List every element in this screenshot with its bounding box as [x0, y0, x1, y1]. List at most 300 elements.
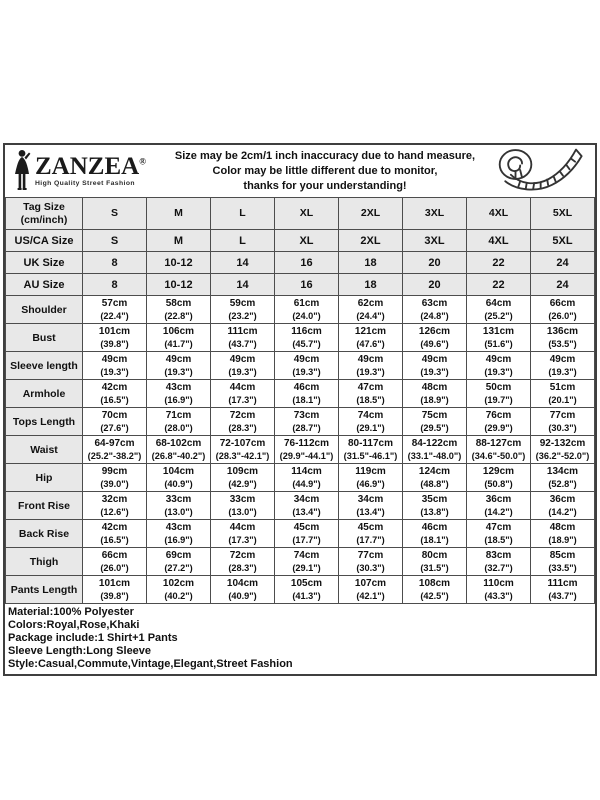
- value-cm: 83cm: [485, 550, 512, 561]
- value-inch: (18.5"): [484, 535, 513, 545]
- table-cell: [275, 520, 339, 548]
- table-cell: 14: [211, 252, 275, 274]
- value-inch: (42.5"): [420, 591, 449, 601]
- value-cm: 80-117cm: [347, 438, 394, 449]
- value-inch: (19.3"): [292, 367, 321, 377]
- value-cm: 42cm: [101, 382, 128, 393]
- table-cell: [531, 408, 595, 436]
- table-cell: [211, 576, 275, 604]
- table-cell: [147, 380, 211, 408]
- value-inch: (43.7"): [228, 339, 257, 349]
- value-inch: (16.9"): [164, 395, 193, 405]
- value-cm: 68-102cm: [155, 438, 202, 449]
- table-row: [6, 464, 595, 492]
- table-cell: [83, 548, 147, 576]
- table-cell: [467, 520, 531, 548]
- value-inch: (40.9"): [228, 591, 257, 601]
- table-cell: [83, 380, 147, 408]
- table-cell: [83, 576, 147, 604]
- table-cell: [403, 520, 467, 548]
- details-section: [5, 604, 595, 674]
- value-inch: (18.5"): [356, 395, 385, 405]
- value-cm: 111cm: [547, 578, 578, 589]
- value-inch: (30.3"): [356, 563, 385, 573]
- value-cm: 69cm: [165, 550, 192, 561]
- table-cell: [467, 296, 531, 324]
- value-inch: (28.3"): [228, 563, 257, 573]
- value-cm: 76-112cm: [283, 438, 330, 449]
- value-cm: 49cm: [101, 354, 128, 365]
- value-inch: (17.3"): [228, 395, 257, 405]
- value-inch: (27.2"): [164, 563, 193, 573]
- value-cm: 92-132cm: [539, 438, 586, 449]
- value-inch: (16.9"): [164, 535, 193, 545]
- row-label: Armhole: [6, 380, 83, 408]
- column-header: 2XL: [339, 198, 403, 230]
- value-cm: 32cm: [101, 494, 128, 505]
- table-row: [6, 380, 595, 408]
- value-cm: 116cm: [291, 326, 322, 337]
- value-cm: 49cm: [421, 354, 448, 365]
- value-inch: (13.0"): [164, 507, 193, 517]
- notice-line: Color may be little different due to monitor,: [212, 165, 438, 177]
- table-cell: [211, 520, 275, 548]
- value-inch: (41.7"): [164, 339, 193, 349]
- row-label: Front Rise: [6, 492, 83, 520]
- table-cell: [339, 576, 403, 604]
- value-cm: 88-127cm: [475, 438, 522, 449]
- value-cm: 72-107cm: [219, 438, 266, 449]
- size-table-body: [6, 198, 595, 604]
- notice-line: Size may be 2cm/1 inch inaccuracy due to hand measure,: [174, 150, 476, 162]
- value-cm: 36cm: [549, 494, 576, 505]
- value-inch: (42.9"): [228, 479, 257, 489]
- measuring-tape-icon: [477, 145, 595, 197]
- value-inch: (25.2"): [484, 311, 513, 321]
- value-cm: 36cm: [485, 494, 512, 505]
- value-inch: (24.0"): [292, 311, 321, 321]
- value-inch: (19.3"): [100, 367, 129, 377]
- column-header: 4XL: [467, 198, 531, 230]
- table-cell: [339, 380, 403, 408]
- table-cell: [339, 436, 403, 464]
- value-cm: 71cm: [165, 410, 192, 421]
- value-inch: (50.8"): [484, 479, 513, 489]
- value-inch: (14.2"): [484, 507, 513, 517]
- value-cm: 85cm: [549, 550, 576, 561]
- value-cm: 33cm: [229, 494, 256, 505]
- value-cm: 43cm: [165, 382, 192, 393]
- value-cm: 77cm: [357, 550, 384, 561]
- value-cm: 45cm: [357, 522, 384, 533]
- value-cm: 136cm: [546, 326, 579, 337]
- value-inch: (43.7"): [548, 591, 577, 601]
- value-inch: (19.3"): [228, 367, 257, 377]
- value-cm: 131cm: [482, 326, 515, 337]
- table-cell: [339, 520, 403, 548]
- table-cell: [275, 324, 339, 352]
- detail-line-package: Package include:1 Shirt+1 Pants: [8, 632, 178, 644]
- value-cm: 109cm: [226, 466, 259, 477]
- value-inch: (28.0"): [164, 423, 193, 433]
- value-inch: (48.8"): [420, 479, 449, 489]
- value-inch: (17.3"): [228, 535, 257, 545]
- table-cell: M: [147, 230, 211, 252]
- table-cell: [147, 548, 211, 576]
- table-row: [6, 548, 595, 576]
- table-cell: [211, 492, 275, 520]
- table-cell: [147, 576, 211, 604]
- row-label: US/CA Size: [6, 230, 83, 252]
- value-cm: 58cm: [165, 298, 192, 309]
- brand-name: ZANZEA®: [35, 153, 146, 181]
- corner-cell: [6, 198, 83, 230]
- value-cm: 49cm: [165, 354, 192, 365]
- value-inch: (31.5"): [420, 563, 449, 573]
- table-cell: 16: [275, 274, 339, 296]
- table-cell: 8: [83, 252, 147, 274]
- value-cm: 129cm: [482, 466, 515, 477]
- value-inch: (22.4"): [100, 311, 129, 321]
- table-cell: 14: [211, 274, 275, 296]
- table-cell: [275, 380, 339, 408]
- table-cell: [403, 492, 467, 520]
- value-cm: 33cm: [165, 494, 192, 505]
- detail-line-colors: Colors:Royal,Rose,Khaki: [8, 619, 140, 631]
- table-cell: 18: [339, 274, 403, 296]
- value-inch: (39.0"): [100, 479, 129, 489]
- banner: [5, 145, 595, 197]
- table-cell: [83, 492, 147, 520]
- row-label: Tops Length: [6, 408, 83, 436]
- value-inch: (18.9"): [420, 395, 449, 405]
- row-label: Pants Length: [6, 576, 83, 604]
- value-cm: 66cm: [549, 298, 576, 309]
- value-inch: (24.4"): [356, 311, 385, 321]
- table-cell: [339, 296, 403, 324]
- value-cm: 101cm: [98, 578, 131, 589]
- table-cell: [339, 548, 403, 576]
- value-inch: (28.7"): [292, 423, 321, 433]
- size-notice: [173, 145, 477, 197]
- value-cm: 34cm: [293, 494, 320, 505]
- value-cm: 47cm: [485, 522, 512, 533]
- woman-silhouette-icon: [11, 149, 33, 193]
- table-row: [6, 408, 595, 436]
- value-cm: 102cm: [162, 578, 195, 589]
- table-cell: [339, 352, 403, 380]
- table-cell: [403, 380, 467, 408]
- table-cell: 22: [467, 274, 531, 296]
- value-cm: 110cm: [483, 578, 514, 589]
- value-cm: 74cm: [293, 550, 320, 561]
- value-cm: 49cm: [485, 354, 512, 365]
- value-inch: (16.5"): [100, 395, 129, 405]
- value-cm: 114cm: [291, 466, 322, 477]
- value-inch: (13.4"): [292, 507, 321, 517]
- value-cm: 59cm: [229, 298, 256, 309]
- value-cm: 47cm: [357, 382, 384, 393]
- table-cell: [211, 464, 275, 492]
- value-cm: 104cm: [162, 466, 195, 477]
- table-cell: [275, 408, 339, 436]
- value-inch: (19.3"): [420, 367, 449, 377]
- table-cell: [147, 324, 211, 352]
- table-cell: [531, 380, 595, 408]
- table-cell: [467, 380, 531, 408]
- value-cm: 134cm: [546, 466, 579, 477]
- value-cm: 64-97cm: [94, 438, 135, 449]
- value-cm: 63cm: [421, 298, 448, 309]
- value-inch: (26.0"): [548, 311, 577, 321]
- value-cm: 108cm: [418, 578, 451, 589]
- table-cell: [147, 296, 211, 324]
- table-cell: [211, 436, 275, 464]
- table-cell: [531, 548, 595, 576]
- row-label: Bust: [6, 324, 83, 352]
- value-cm: 84-122cm: [411, 438, 458, 449]
- table-row: [6, 492, 595, 520]
- value-inch: (17.7"): [292, 535, 321, 545]
- brand-text-block: [35, 154, 146, 188]
- value-inch: (19.3"): [164, 367, 193, 377]
- table-cell: 22: [467, 252, 531, 274]
- table-row: [6, 230, 595, 252]
- value-cm: 105cm: [290, 578, 323, 589]
- value-cm: 104cm: [226, 578, 259, 589]
- table-cell: 10-12: [147, 274, 211, 296]
- row-label: Sleeve length: [6, 352, 83, 380]
- table-cell: [83, 436, 147, 464]
- corner-label-line1: Tag Size: [23, 200, 65, 213]
- detail-line-style: Style:Casual,Commute,Vintage,Elegant,Street Fashion: [8, 658, 293, 670]
- table-cell: 3XL: [403, 230, 467, 252]
- value-inch: (51.6"): [484, 339, 513, 349]
- value-cm: 57cm: [101, 298, 128, 309]
- table-row: [6, 436, 595, 464]
- table-cell: [339, 492, 403, 520]
- table-cell: [275, 576, 339, 604]
- value-inch: (28.3"): [228, 423, 257, 433]
- value-inch: (29.1"): [292, 563, 321, 573]
- table-cell: 8: [83, 274, 147, 296]
- table-cell: [467, 408, 531, 436]
- row-label: Waist: [6, 436, 83, 464]
- table-cell: 18: [339, 252, 403, 274]
- value-inch: (45.7"): [292, 339, 321, 349]
- column-header: XL: [275, 198, 339, 230]
- table-cell: [83, 324, 147, 352]
- value-inch: (26.0"): [100, 563, 129, 573]
- value-inch: (33.5"): [548, 563, 577, 573]
- table-cell: [339, 408, 403, 436]
- value-inch: (44.9"): [292, 479, 321, 489]
- value-inch: (19.3"): [548, 367, 577, 377]
- value-inch: (19.3"): [356, 367, 385, 377]
- value-inch: (29.9"): [484, 423, 513, 433]
- table-cell: [467, 436, 531, 464]
- table-cell: [467, 324, 531, 352]
- table-cell: 16: [275, 252, 339, 274]
- size-chart-sheet: [3, 143, 597, 676]
- value-inch: (34.6"-50.0"): [471, 451, 526, 461]
- table-cell: [83, 408, 147, 436]
- table-cell: 20: [403, 252, 467, 274]
- table-row: [6, 576, 595, 604]
- table-cell: 2XL: [339, 230, 403, 252]
- table-cell: [275, 464, 339, 492]
- column-header: L: [211, 198, 275, 230]
- table-cell: [211, 380, 275, 408]
- value-inch: (36.2"-52.0"): [535, 451, 590, 461]
- table-cell: [275, 492, 339, 520]
- value-cm: 101cm: [98, 326, 131, 337]
- value-inch: (29.9"-44.1"): [279, 451, 334, 461]
- value-cm: 70cm: [101, 410, 128, 421]
- table-cell: [467, 492, 531, 520]
- value-inch: (46.9"): [356, 479, 385, 489]
- row-label: Hip: [6, 464, 83, 492]
- value-cm: 119cm: [355, 466, 386, 477]
- table-cell: S: [83, 230, 147, 252]
- table-cell: [275, 296, 339, 324]
- table-cell: [147, 352, 211, 380]
- size-table: [5, 197, 595, 604]
- value-cm: 48cm: [549, 522, 576, 533]
- value-inch: (33.1"-48.0"): [407, 451, 462, 461]
- column-header: 5XL: [531, 198, 595, 230]
- table-cell: XL: [275, 230, 339, 252]
- column-header: 3XL: [403, 198, 467, 230]
- value-cm: 72cm: [229, 550, 256, 561]
- value-cm: 76cm: [485, 410, 512, 421]
- value-inch: (39.8"): [100, 591, 129, 601]
- table-row: [6, 296, 595, 324]
- row-label: Thigh: [6, 548, 83, 576]
- table-cell: [531, 492, 595, 520]
- table-cell: [531, 464, 595, 492]
- table-cell: [403, 464, 467, 492]
- table-cell: [467, 548, 531, 576]
- table-cell: [83, 352, 147, 380]
- table-cell: [403, 352, 467, 380]
- value-inch: (16.5"): [100, 535, 129, 545]
- value-cm: 126cm: [418, 326, 451, 337]
- value-inch: (42.1"): [356, 591, 385, 601]
- value-inch: (52.8"): [548, 479, 577, 489]
- table-cell: [403, 548, 467, 576]
- table-cell: 24: [531, 274, 595, 296]
- table-cell: 24: [531, 252, 595, 274]
- value-cm: 124cm: [418, 466, 451, 477]
- value-inch: (18.1"): [420, 535, 449, 545]
- value-cm: 74cm: [357, 410, 384, 421]
- table-cell: [275, 548, 339, 576]
- table-cell: [147, 408, 211, 436]
- table-cell: [531, 352, 595, 380]
- value-cm: 61cm: [293, 298, 320, 309]
- value-inch: (40.9"): [164, 479, 193, 489]
- value-cm: 45cm: [293, 522, 320, 533]
- table-cell: [403, 324, 467, 352]
- registered-mark: ®: [139, 156, 146, 167]
- table-row: [6, 252, 595, 274]
- table-row: [6, 324, 595, 352]
- corner-label-line2: (cm/inch): [20, 213, 68, 226]
- value-cm: 99cm: [101, 466, 128, 477]
- value-inch: (18.9"): [548, 535, 577, 545]
- value-inch: (17.7"): [356, 535, 385, 545]
- value-inch: (18.1"): [292, 395, 321, 405]
- brand-tagline: High Quality Street Fashion: [35, 180, 135, 188]
- value-cm: 80cm: [421, 550, 448, 561]
- value-cm: 43cm: [165, 522, 192, 533]
- table-cell: [211, 296, 275, 324]
- value-cm: 50cm: [485, 382, 512, 393]
- value-cm: 44cm: [229, 382, 256, 393]
- table-cell: [339, 464, 403, 492]
- value-inch: (14.2"): [548, 507, 577, 517]
- value-inch: (12.6"): [100, 507, 129, 517]
- table-cell: [147, 436, 211, 464]
- table-cell: [211, 324, 275, 352]
- table-cell: [147, 520, 211, 548]
- table-row: [6, 520, 595, 548]
- value-cm: 49cm: [357, 354, 384, 365]
- value-inch: (43.3"): [484, 591, 513, 601]
- detail-line-material: Material:100% Polyester: [8, 606, 134, 618]
- value-cm: 46cm: [293, 382, 320, 393]
- value-inch: (32.7"): [484, 563, 513, 573]
- value-cm: 106cm: [162, 326, 195, 337]
- value-cm: 66cm: [101, 550, 128, 561]
- table-cell: [147, 464, 211, 492]
- column-header: S: [83, 198, 147, 230]
- table-cell: [83, 296, 147, 324]
- notice-line: thanks for your understanding!: [243, 180, 407, 192]
- value-inch: (49.6"): [420, 339, 449, 349]
- table-cell: [339, 324, 403, 352]
- value-inch: (28.3"-42.1"): [215, 451, 270, 461]
- table-row: [6, 352, 595, 380]
- value-cm: 44cm: [229, 522, 256, 533]
- value-cm: 35cm: [421, 494, 448, 505]
- brand-logo: [5, 145, 173, 197]
- table-header-row: [6, 198, 595, 230]
- table-cell: [531, 576, 595, 604]
- value-cm: 42cm: [101, 522, 128, 533]
- value-inch: (25.2"-38.2"): [87, 451, 142, 461]
- table-cell: [211, 548, 275, 576]
- value-inch: (13.0"): [228, 507, 257, 517]
- detail-line-sleeve: Sleeve Length:Long Sleeve: [8, 645, 152, 657]
- value-inch: (24.8"): [420, 311, 449, 321]
- value-inch: (39.8"): [100, 339, 129, 349]
- value-inch: (19.7"): [484, 395, 513, 405]
- value-cm: 77cm: [549, 410, 576, 421]
- value-cm: 121cm: [354, 326, 387, 337]
- value-inch: (13.4"): [356, 507, 385, 517]
- value-cm: 75cm: [421, 410, 448, 421]
- value-inch: (20.1"): [548, 395, 577, 405]
- value-inch: (29.1"): [356, 423, 385, 433]
- value-inch: (40.2"): [164, 591, 193, 601]
- table-cell: [467, 352, 531, 380]
- value-cm: 107cm: [354, 578, 387, 589]
- table-cell: [275, 352, 339, 380]
- row-label: Back Rise: [6, 520, 83, 548]
- table-cell: [211, 352, 275, 380]
